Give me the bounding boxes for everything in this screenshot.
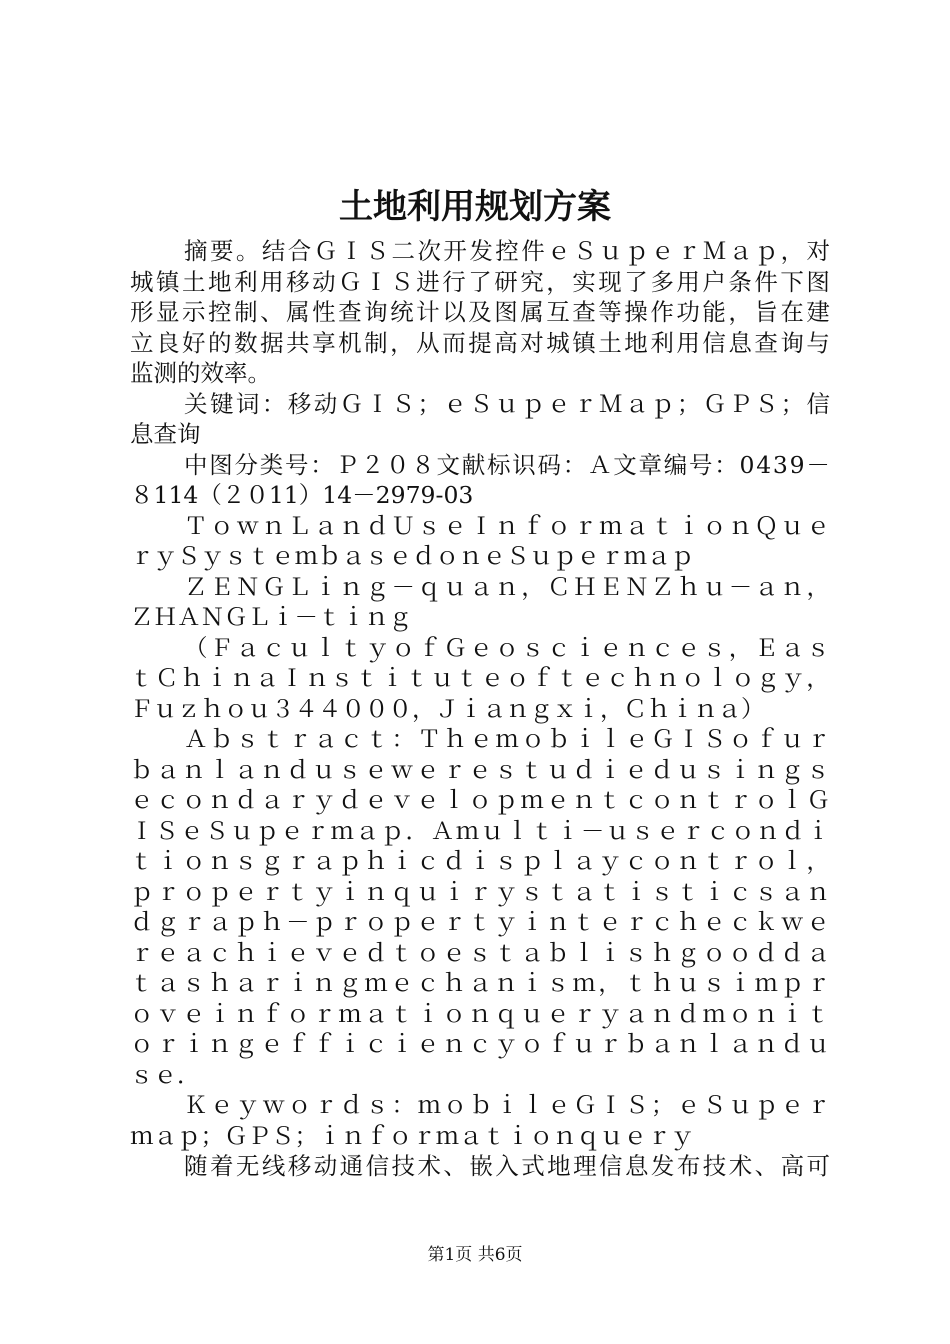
document-title: 土地利用规划方案	[339, 187, 611, 227]
text-line: 随 着 无 线 移 动 通 信 技 术 、 嵌 入 式 地 理 信 息 发 布 技 术 、 高 可	[184, 1152, 830, 1180]
text-line: ｒ ｅ ａ ｃ ｈ ｉ ｅ ｖ ｅ ｄ ｔ ｏ ｅ ｓ ｔ ａ ｂ ｌ ｉ ｓ ｈ ｇ ｏ ｏ ｄ ｄ ａ	[130, 938, 830, 967]
document-body	[130, 236, 830, 1182]
text-line: ｓ ｅ ．	[130, 1060, 201, 1089]
text-line: Ｚ Ｅ Ｎ Ｇ Ｌ ｉ ｎ ｇ － ｑ ｕ ａ ｎ ， Ｃ Ｈ Ｅ Ｎ Ｚ ｈ ｕ － ａ ｎ ，	[184, 572, 830, 601]
text-line: ｏ ｒ ｉ ｎ ｇ ｅ ｆ ｆ ｉ ｃ ｉ ｅ ｎ ｃ ｙ ｏ ｆ ｕ ｒ ｂ ａ ｎ ｌ ａ ｎ ｄ ｕ	[130, 1030, 830, 1058]
text-line: Ｉ Ｓ ｅ Ｓ ｕ ｐ ｅ ｒ ｍ ａ ｐ ． Ａ ｍ ｕ ｌ ｔ ｉ － ｕ ｓ ｅ ｒ ｃ ｏ ｎ ｄ ｉ	[130, 816, 830, 845]
text-line: ｄ ｇ ｒ ａ ｐ ｈ － ｐ ｒ ｏ ｐ ｅ ｒ ｔ ｙ ｉ ｎ ｔ ｅ ｒ ｃ ｈ ｅ ｃ ｋ ｗ ｅ	[130, 908, 830, 936]
text-line: ８ 1 1 4 （ ２ ０ 1 1 ） 1 4 － 2 9 7 9 - 0 3	[130, 481, 474, 509]
text-line: ｍ ａ ｐ ； Ｇ Ｐ Ｓ ； ｉ ｎ ｆ ｏ ｒ ｍ ａ ｔ ｉ ｏ ｎ ｑ ｕ ｅ ｒ ｙ	[130, 1121, 694, 1150]
text-line: 监 测 的 效 率 。	[130, 359, 271, 387]
text-line: Ａ ｂ ｓ ｔ ｒ ａ ｃ ｔ ： Ｔ ｈ ｅ ｍ ｏ ｂ ｉ ｌ ｅ Ｇ Ｉ Ｓ ｏ ｆ ｕ ｒ	[184, 725, 830, 753]
text-line: ｔ ａ ｓ ｈ ａ ｒ ｉ ｎ ｇ ｍ ｅ ｃ ｈ ａ ｎ ｉ ｓ ｍ ， ｔ ｈ ｕ ｓ ｉ ｍ ｐ ｒ	[130, 969, 830, 997]
text-line: ｔ Ｃ ｈ ｉ ｎ ａ Ｉ ｎ ｓ ｔ ｉ ｔ ｕ ｔ ｅ ｏ ｆ ｔ ｅ ｃ ｈ ｎ ｏ ｌ ｏ ｇ ｙ ，	[130, 664, 830, 692]
text-line: 息 查 询	[130, 420, 201, 448]
text-line: ｏ ｖ ｅ ｉ ｎ ｆ ｏ ｒ ｍ ａ ｔ ｉ ｏ ｎ ｑ ｕ ｅ ｒ ｙ ａ ｎ ｄ ｍ ｏ ｎ ｉ ｔ	[130, 999, 830, 1028]
text-line: Ｚ Ｈ Ａ Ｎ Ｇ Ｌ ｉ － ｔ ｉ ｎ ｇ	[130, 603, 412, 631]
text-line: 城 镇 土 地 利 用 移 动 Ｇ Ｉ Ｓ 进 行 了 研 究 ， 实 现 了 多 用 户 条 件 下 图	[130, 267, 830, 296]
text-line: Ｔ ｏ ｗ ｎ Ｌ ａ ｎ ｄ Ｕ ｓ ｅ Ｉ ｎ ｆ ｏ ｒ ｍ ａ ｔ ｉ ｏ ｎ Ｑ ｕ ｅ	[184, 511, 830, 540]
text-line: 立 良 好 的 数 据 共 享 机 制 ， 从 而 提 高 对 城 镇 土 地 利 用 信 息 查 询 与	[130, 328, 830, 357]
page-footer: 第1页 共6页	[427, 1245, 523, 1265]
text-line: 摘 要 。 结 合 Ｇ Ｉ Ｓ 二 次 开 发 控 件 ｅ Ｓ ｕ ｐ ｅ ｒ Ｍ ａ ｐ ， 对	[184, 237, 830, 265]
text-line: ｒ ｙ Ｓ ｙ ｓ ｔ ｅ ｍ ｂ ａ ｓ ｅ ｄ ｏ ｎ ｅ Ｓ ｕ ｐ ｅ ｒ ｍ ａ ｐ	[130, 542, 694, 570]
text-line: ｐ ｒ ｏ ｐ ｅ ｒ ｔ ｙ ｉ ｎ ｑ ｕ ｉ ｒ ｙ ｓ ｔ ａ ｔ ｉ ｓ ｔ ｉ ｃ ｓ ａ ｎ	[130, 877, 830, 906]
text-line: ｅ ｃ ｏ ｎ ｄ ａ ｒ ｙ ｄ ｅ ｖ ｅ ｌ ｏ ｐ ｍ ｅ ｎ ｔ ｃ ｏ ｎ ｔ ｒ ｏ ｌ Ｇ	[130, 786, 830, 814]
text-line: Ｆ ｕ ｚ ｈ ｏ ｕ ３ ４ ４ ０ ０ ０ ， Ｊ ｉ ａ ｎ ｇ ｘ ｉ ， Ｃ ｈ ｉ ｎ ａ ）	[130, 694, 765, 723]
text-line: 中 图 分 类 号 ： Ｐ ２ ０ ８ 文 献 标 识 码 ： Ａ 文 章 编 号 ： 0 4 3 9 －	[184, 450, 830, 479]
text-line: ｔ ｉ ｏ ｎ ｓ ｇ ｒ ａ ｐ ｈ ｉ ｃ ｄ ｉ ｓ ｐ ｌ ａ ｙ ｃ ｏ ｎ ｔ ｒ ｏ ｌ ，	[130, 847, 830, 875]
text-line: 关 键 词 ： 移 动 Ｇ Ｉ Ｓ ； ｅ Ｓ ｕ ｐ ｅ ｒ Ｍ ａ ｐ ； Ｇ Ｐ Ｓ ； 信	[184, 389, 830, 418]
text-line: Ｋ ｅ ｙ ｗ ｏ ｒ ｄ ｓ ： ｍ ｏ ｂ ｉ ｌ ｅ Ｇ Ｉ Ｓ ； ｅ Ｓ ｕ ｐ ｅ ｒ	[184, 1091, 830, 1119]
text-line: （ Ｆ ａ ｃ ｕ ｌ ｔ ｙ ｏ ｆ Ｇ ｅ ｏ ｓ ｃ ｉ ｅ ｎ ｃ ｅ ｓ ， Ｅ ａ ｓ	[184, 633, 830, 662]
text-line: ｂ ａ ｎ ｌ ａ ｎ ｄ ｕ ｓ ｅ ｗ ｅ ｒ ｅ ｓ ｔ ｕ ｄ ｉ ｅ ｄ ｕ ｓ ｉ ｎ ｇ ｓ	[130, 755, 830, 784]
text-line: 形 显 示 控 制 、 属 性 查 询 统 计 以 及 图 属 互 查 等 操 作 功 能 ， 旨 在 建	[130, 298, 830, 326]
